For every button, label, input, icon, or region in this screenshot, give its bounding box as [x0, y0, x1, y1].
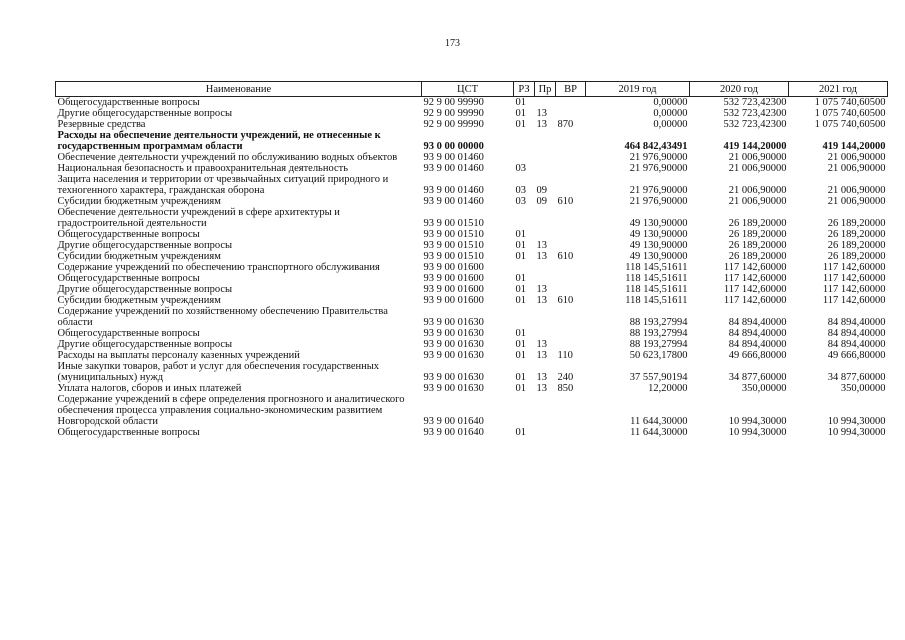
cell-rz	[514, 152, 535, 163]
cell-y2019: 21 976,90000	[629, 152, 688, 163]
header-2021: 2021 год	[789, 82, 888, 97]
cell-y2020: 532 723,42300	[723, 108, 787, 119]
cell-name: Общегосударственные вопросы	[57, 273, 200, 284]
cell-pr: 13	[536, 119, 547, 130]
cell-pr	[535, 328, 556, 339]
cell-y2021: 117 142,60000	[822, 284, 886, 295]
header-vr: ВР	[556, 82, 586, 97]
cell-y2020: 21 006,90000	[728, 185, 787, 196]
cell-y2020: 49 666,80000	[728, 350, 787, 361]
cell-pr: 13	[536, 251, 547, 262]
cell-pr: 13	[536, 108, 547, 119]
cell-pr	[535, 427, 556, 438]
table-row	[56, 174, 888, 196]
cell-vr	[556, 229, 586, 240]
table-row	[56, 229, 888, 240]
cell-name: Другие общегосударственные вопросы	[57, 284, 233, 295]
cell-vr	[556, 97, 586, 109]
cell-vr	[556, 284, 586, 295]
cell-cst: 93 9 00 01630	[423, 339, 484, 350]
cell-vr	[556, 394, 586, 427]
cell-name: Другие общегосударственные вопросы	[57, 240, 233, 251]
cell-name: Субсидии бюджетным учреждениям	[57, 196, 221, 207]
cell-y2020: 532 723,42300	[723, 97, 787, 108]
cell-y2021: 26 189,20000	[827, 240, 886, 251]
cell-vr	[556, 328, 586, 339]
cell-pr: 09	[536, 185, 547, 196]
header-name: Наименование	[56, 82, 422, 97]
cell-y2019: 49 130,90000	[629, 251, 688, 262]
cell-vr: 850	[557, 383, 574, 394]
cell-vr	[556, 108, 586, 119]
cell-name: Расходы на обеспечение деятельности учреждений, не отнесенные к государственным программам области	[57, 130, 381, 152]
header-2020: 2020 год	[690, 82, 789, 97]
cell-y2020: 10 994,30000	[728, 416, 787, 427]
cell-y2021: 117 142,60000	[822, 262, 886, 273]
cell-y2019: 88 193,27994	[629, 328, 688, 339]
cell-y2021: 350,00000	[840, 383, 886, 394]
cell-y2021: 84 894,40000	[827, 328, 886, 339]
cell-pr: 13	[536, 284, 547, 295]
cell-cst: 93 9 00 01510	[423, 218, 484, 229]
cell-pr	[535, 394, 556, 427]
cell-y2020: 84 894,40000	[728, 339, 787, 350]
cell-name: Другие общегосударственные вопросы	[57, 339, 233, 350]
header-2019: 2019 год	[586, 82, 690, 97]
cell-y2019: 49 130,90000	[629, 229, 688, 240]
cell-y2019: 464 842,43491	[624, 141, 688, 152]
cell-cst: 93 9 00 01630	[423, 350, 484, 361]
cell-name: Общегосударственные вопросы	[57, 229, 200, 240]
cell-rz	[514, 394, 535, 427]
cell-name: Другие общегосударственные вопросы	[57, 108, 233, 119]
table-row	[56, 394, 888, 427]
cell-vr	[556, 163, 586, 174]
cell-vr: 110	[557, 350, 573, 361]
cell-y2021: 21 006,90000	[827, 185, 886, 196]
cell-rz: 01	[515, 427, 526, 438]
table-header-row	[56, 82, 888, 97]
cell-rz: 01	[515, 108, 526, 119]
cell-cst: 92 9 00 99990	[423, 119, 484, 130]
cell-vr: 610	[557, 251, 574, 262]
cell-vr	[556, 262, 586, 273]
table-row	[56, 262, 888, 273]
cell-name: Содержание учреждений по обеспечению транспортного обслуживания	[57, 262, 380, 273]
cell-name: Уплата налогов, сборов и иных платежей	[57, 383, 242, 394]
table-row	[56, 163, 888, 174]
cell-cst: 92 9 00 99990	[423, 97, 484, 108]
cell-vr	[556, 174, 586, 196]
cell-rz: 01	[515, 284, 526, 295]
header-pr: Пр	[535, 82, 556, 97]
cell-y2019: 49 130,90000	[629, 240, 688, 251]
cell-cst: 93 9 00 01460	[423, 196, 484, 207]
cell-rz: 01	[515, 328, 526, 339]
table-row	[56, 339, 888, 350]
cell-cst: 93 9 00 01460	[423, 185, 484, 196]
cell-pr: 13	[536, 339, 547, 350]
cell-rz: 01	[515, 273, 526, 284]
cell-name: Содержание учреждений в сфере определения прогнозного и аналитического обеспечения процесса управления социально-экономическим развитием Новгородской области	[57, 394, 405, 427]
table-row	[56, 306, 888, 328]
cell-name: Субсидии бюджетным учреждениям	[57, 295, 221, 306]
table-row	[56, 152, 888, 163]
cell-y2021: 1 075 740,60500	[814, 97, 886, 108]
cell-rz: 01	[515, 240, 526, 251]
cell-y2019: 88 193,27994	[629, 339, 688, 350]
cell-pr: 09	[536, 196, 547, 207]
cell-cst: 93 9 00 01630	[423, 317, 484, 328]
cell-vr	[556, 130, 586, 152]
cell-y2019: 21 976,90000	[629, 196, 688, 207]
cell-cst: 93 0 00 00000	[423, 141, 484, 152]
page-number: 173	[445, 38, 460, 49]
cell-name: Общегосударственные вопросы	[57, 427, 200, 438]
cell-rz: 01	[515, 119, 526, 130]
cell-cst: 93 9 00 01600	[423, 295, 484, 306]
cell-y2019: 0,00000	[653, 119, 688, 130]
cell-y2021: 26 189,20000	[827, 218, 886, 229]
cell-y2020: 26 189,20000	[728, 251, 787, 262]
table-row	[56, 108, 888, 119]
cell-pr: 13	[536, 350, 547, 361]
cell-rz: 01	[515, 295, 526, 306]
cell-pr: 13	[536, 372, 547, 383]
cell-cst: 93 9 00 01600	[423, 262, 484, 273]
cell-cst: 93 9 00 01630	[423, 372, 484, 383]
cell-y2021: 21 006,90000	[827, 196, 886, 207]
budget-table	[55, 81, 888, 438]
cell-pr	[535, 262, 556, 273]
cell-vr	[556, 240, 586, 251]
cell-cst: 92 9 00 99990	[423, 108, 484, 119]
cell-cst: 93 9 00 01460	[423, 163, 484, 174]
cell-pr: 13	[536, 295, 547, 306]
cell-y2021: 10 994,30000	[827, 416, 886, 427]
cell-y2019: 0,00000	[653, 97, 688, 108]
cell-y2021: 21 006,90000	[827, 152, 886, 163]
cell-cst: 93 9 00 01640	[423, 416, 484, 427]
cell-rz: 01	[515, 383, 526, 394]
table-row	[56, 383, 888, 394]
table-row	[56, 328, 888, 339]
table-row	[56, 295, 888, 306]
cell-y2020: 21 006,90000	[728, 152, 787, 163]
cell-name: Защита населения и территории от чрезвычайных ситуаций природного и техногенного характера, гражданская оборона	[57, 174, 389, 196]
cell-y2020: 84 894,40000	[728, 317, 787, 328]
cell-y2020: 117 142,60000	[723, 295, 787, 306]
cell-rz	[514, 262, 535, 273]
cell-y2019: 50 623,17800	[629, 350, 688, 361]
cell-y2020: 26 189,20000	[728, 229, 787, 240]
cell-pr	[535, 229, 556, 240]
cell-cst: 93 9 00 01640	[423, 427, 484, 438]
cell-y2019: 49 130,90000	[629, 218, 688, 229]
cell-rz	[514, 130, 535, 152]
cell-rz: 03	[515, 196, 526, 207]
cell-cst: 93 9 00 01600	[423, 273, 484, 284]
cell-y2019: 118 145,51611	[625, 284, 688, 295]
cell-y2021: 84 894,40000	[827, 339, 886, 350]
cell-y2021: 84 894,40000	[827, 317, 886, 328]
cell-pr	[535, 130, 556, 152]
cell-cst: 93 9 00 01510	[423, 240, 484, 251]
table-body	[56, 97, 888, 439]
table-row	[56, 119, 888, 130]
cell-name: Резервные средства	[57, 119, 146, 130]
cell-y2021: 21 006,90000	[827, 163, 886, 174]
cell-vr: 610	[557, 295, 574, 306]
cell-rz: 01	[515, 97, 526, 108]
cell-y2019: 118 145,51611	[625, 295, 688, 306]
table-row	[56, 427, 888, 438]
cell-y2019: 21 976,90000	[629, 163, 688, 174]
cell-y2020: 117 142,60000	[723, 284, 787, 295]
cell-pr	[535, 152, 556, 163]
cell-y2020: 117 142,60000	[723, 262, 787, 273]
cell-rz: 01	[515, 350, 526, 361]
table-row	[56, 350, 888, 361]
table-row	[56, 273, 888, 284]
cell-y2021: 1 075 740,60500	[814, 108, 886, 119]
cell-vr	[556, 427, 586, 438]
cell-y2020: 350,00000	[741, 383, 787, 394]
cell-y2021: 1 075 740,60500	[814, 119, 886, 130]
cell-pr	[535, 207, 556, 229]
cell-name: Содержание учреждений по хозяйственному обеспечению Правительства области	[57, 306, 388, 328]
cell-y2019: 118 145,51611	[625, 262, 688, 273]
cell-rz	[514, 306, 535, 328]
cell-y2021: 26 189,20000	[827, 251, 886, 262]
table-row	[56, 361, 888, 383]
header-rz: РЗ	[514, 82, 535, 97]
cell-y2020: 117 142,60000	[723, 273, 787, 284]
cell-vr: 240	[557, 372, 574, 383]
cell-cst: 93 9 00 01510	[423, 229, 484, 240]
cell-vr: 870	[557, 119, 574, 130]
cell-y2021: 419 144,20000	[822, 141, 886, 152]
cell-y2019: 21 976,90000	[629, 185, 688, 196]
cell-pr	[535, 306, 556, 328]
cell-vr	[556, 273, 586, 284]
cell-y2019: 11 644,30000	[630, 427, 688, 438]
cell-name: Национальная безопасность и правоохранительная деятельность	[57, 163, 349, 174]
cell-y2020: 21 006,90000	[728, 163, 787, 174]
cell-name: Общегосударственные вопросы	[57, 97, 200, 108]
cell-y2021: 34 877,60000	[827, 372, 886, 383]
cell-cst: 93 9 00 01630	[423, 328, 484, 339]
cell-y2021: 117 142,60000	[822, 295, 886, 306]
cell-rz: 01	[515, 339, 526, 350]
table-row	[56, 284, 888, 295]
table-row	[56, 207, 888, 229]
header-cst: ЦСТ	[422, 82, 514, 97]
cell-pr	[535, 97, 556, 109]
cell-y2021: 26 189,20000	[827, 229, 886, 240]
cell-name: Расходы на выплаты персоналу казенных учреждений	[57, 350, 300, 361]
cell-cst: 93 9 00 01510	[423, 251, 484, 262]
cell-rz: 03	[515, 185, 526, 196]
cell-y2019: 11 644,30000	[630, 416, 688, 427]
cell-rz: 01	[515, 372, 526, 383]
cell-y2020: 26 189,20000	[728, 240, 787, 251]
cell-pr	[535, 273, 556, 284]
cell-name: Обеспечение деятельности учреждений по обслуживанию водных объектов	[57, 152, 398, 163]
table-row	[56, 240, 888, 251]
cell-y2021: 10 994,30000	[827, 427, 886, 438]
cell-rz: 01	[515, 229, 526, 240]
cell-y2019: 37 557,90194	[629, 372, 688, 383]
table-row	[56, 251, 888, 262]
cell-rz: 01	[515, 251, 526, 262]
cell-name: Иные закупки товаров, работ и услуг для обеспечения государственных (муниципальных) нужд	[57, 361, 380, 383]
cell-y2019: 88 193,27994	[629, 317, 688, 328]
cell-y2020: 532 723,42300	[723, 119, 787, 130]
cell-name: Субсидии бюджетным учреждениям	[57, 251, 221, 262]
cell-y2021: 49 666,80000	[827, 350, 886, 361]
cell-rz: 03	[515, 163, 526, 174]
cell-y2020: 84 894,40000	[728, 328, 787, 339]
cell-y2021: 117 142,60000	[822, 273, 886, 284]
cell-y2019: 12,20000	[648, 383, 688, 394]
cell-vr	[556, 152, 586, 163]
cell-vr	[556, 207, 586, 229]
cell-y2020: 34 877,60000	[728, 372, 787, 383]
cell-pr: 13	[536, 383, 547, 394]
cell-y2020: 10 994,30000	[728, 427, 787, 438]
cell-pr	[535, 163, 556, 174]
cell-name: Обеспечение деятельности учреждений в сфере архитектуры и градостроительной деятельности	[57, 207, 340, 229]
cell-pr: 13	[536, 240, 547, 251]
table-row	[56, 196, 888, 207]
table-row	[56, 130, 888, 152]
cell-rz	[514, 207, 535, 229]
cell-vr	[556, 306, 586, 328]
cell-vr: 610	[557, 196, 574, 207]
cell-y2019: 118 145,51611	[625, 273, 688, 284]
cell-y2020: 21 006,90000	[728, 196, 787, 207]
cell-cst: 93 9 00 01460	[423, 152, 484, 163]
table-row	[56, 97, 888, 109]
cell-cst: 93 9 00 01600	[423, 284, 484, 295]
cell-y2019: 0,00000	[653, 108, 688, 119]
cell-y2020: 26 189,20000	[728, 218, 787, 229]
cell-name: Общегосударственные вопросы	[57, 328, 200, 339]
cell-cst: 93 9 00 01630	[423, 383, 484, 394]
cell-vr	[556, 339, 586, 350]
cell-y2020: 419 144,20000	[723, 141, 787, 152]
